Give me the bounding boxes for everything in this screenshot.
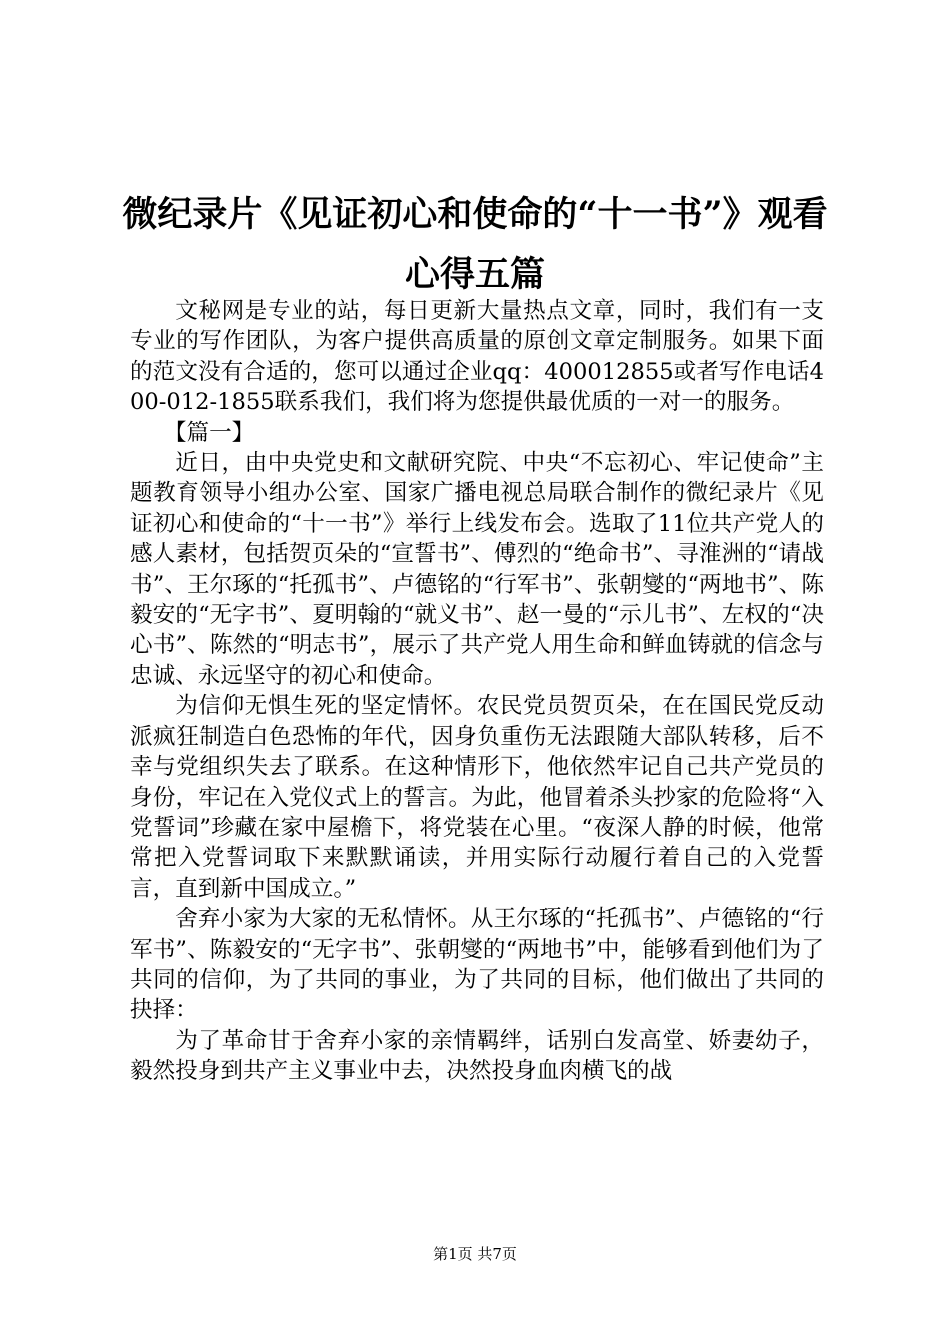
body-paragraph: 舍弃小家为大家的无私情怀。从王尔琢的“托孤书”、卢德铭的“行军书”、陈毅安的“无字书”、张朝燮的“两地书”中，能够看到他们为了共同的信仰，为了共同的事业，为了共同的目标，他们做出了共同的抉择： bbox=[130, 906, 824, 1024]
body-paragraph: 为信仰无惧生死的坚定情怀。农民党员贺页朵，在在国民党反动派疯狂制造白色恐怖的年代，因身负重伤无法跟随大部队转移，后不幸与党组织失去了联系。在这种情形下，他依然牢记自己共产党员的身份，牢记在入党仪式上的誓言。为此，他冒着杀头抄家的危险将“入党誓词”珍藏在家中屋檐下，将党装在心里。“夜深人静的时候，他常常把入党誓词取下来默默诵读，并用实际行动履行着自己的入党誓言，直到新中国成立。” bbox=[130, 693, 824, 902]
page-number: 第1页 共7页 bbox=[433, 1245, 517, 1263]
document-title: 微纪录片《见证初心和使命的“十一书”》观看心得五篇 bbox=[122, 194, 828, 295]
document-body bbox=[130, 296, 824, 1087]
intro-paragraph: 文秘网是专业的站，每日更新大量热点文章，同时，我们有一支专业的写作团队，为客户提供高质量的原创文章定制服务。如果下面的范文没有合适的，您可以通过企业qq：400012855或者写作电话400-012-1855联系我们，我们将为您提供最优质的一对一的服务。 bbox=[130, 298, 824, 416]
body-paragraph: 近日，由中央党史和文献研究院、中央“不忘初心、牢记使命”主题教育领导小组办公室、国家广播电视总局联合制作的微纪录片《见证初心和使命的“十一书”》举行上线发布会。选取了11位共产党人的感人素材，包括贺页朵的“宣誓书”、傅烈的“绝命书”、寻淮洲的“请战书”、王尔琢的“托孤书”、卢德铭的“行军书”、张朝燮的“两地书”、陈毅安的“无字书”、夏明翰的“就义书”、赵一曼的“示儿书”、左权的“决心书”、陈然的“明志书”，展示了共产党人用生命和鲜血铸就的信念与忠诚、永远坚守的初心和使命。 bbox=[130, 450, 824, 689]
body-paragraph: 为了革命甘于舍弃小家的亲情羁绊，话别白发高堂、娇妻幼子，毅然投身到共产主义事业中去，决然投身血肉横飞的战 bbox=[130, 1027, 824, 1085]
section-heading: 【篇一】 bbox=[163, 419, 255, 446]
